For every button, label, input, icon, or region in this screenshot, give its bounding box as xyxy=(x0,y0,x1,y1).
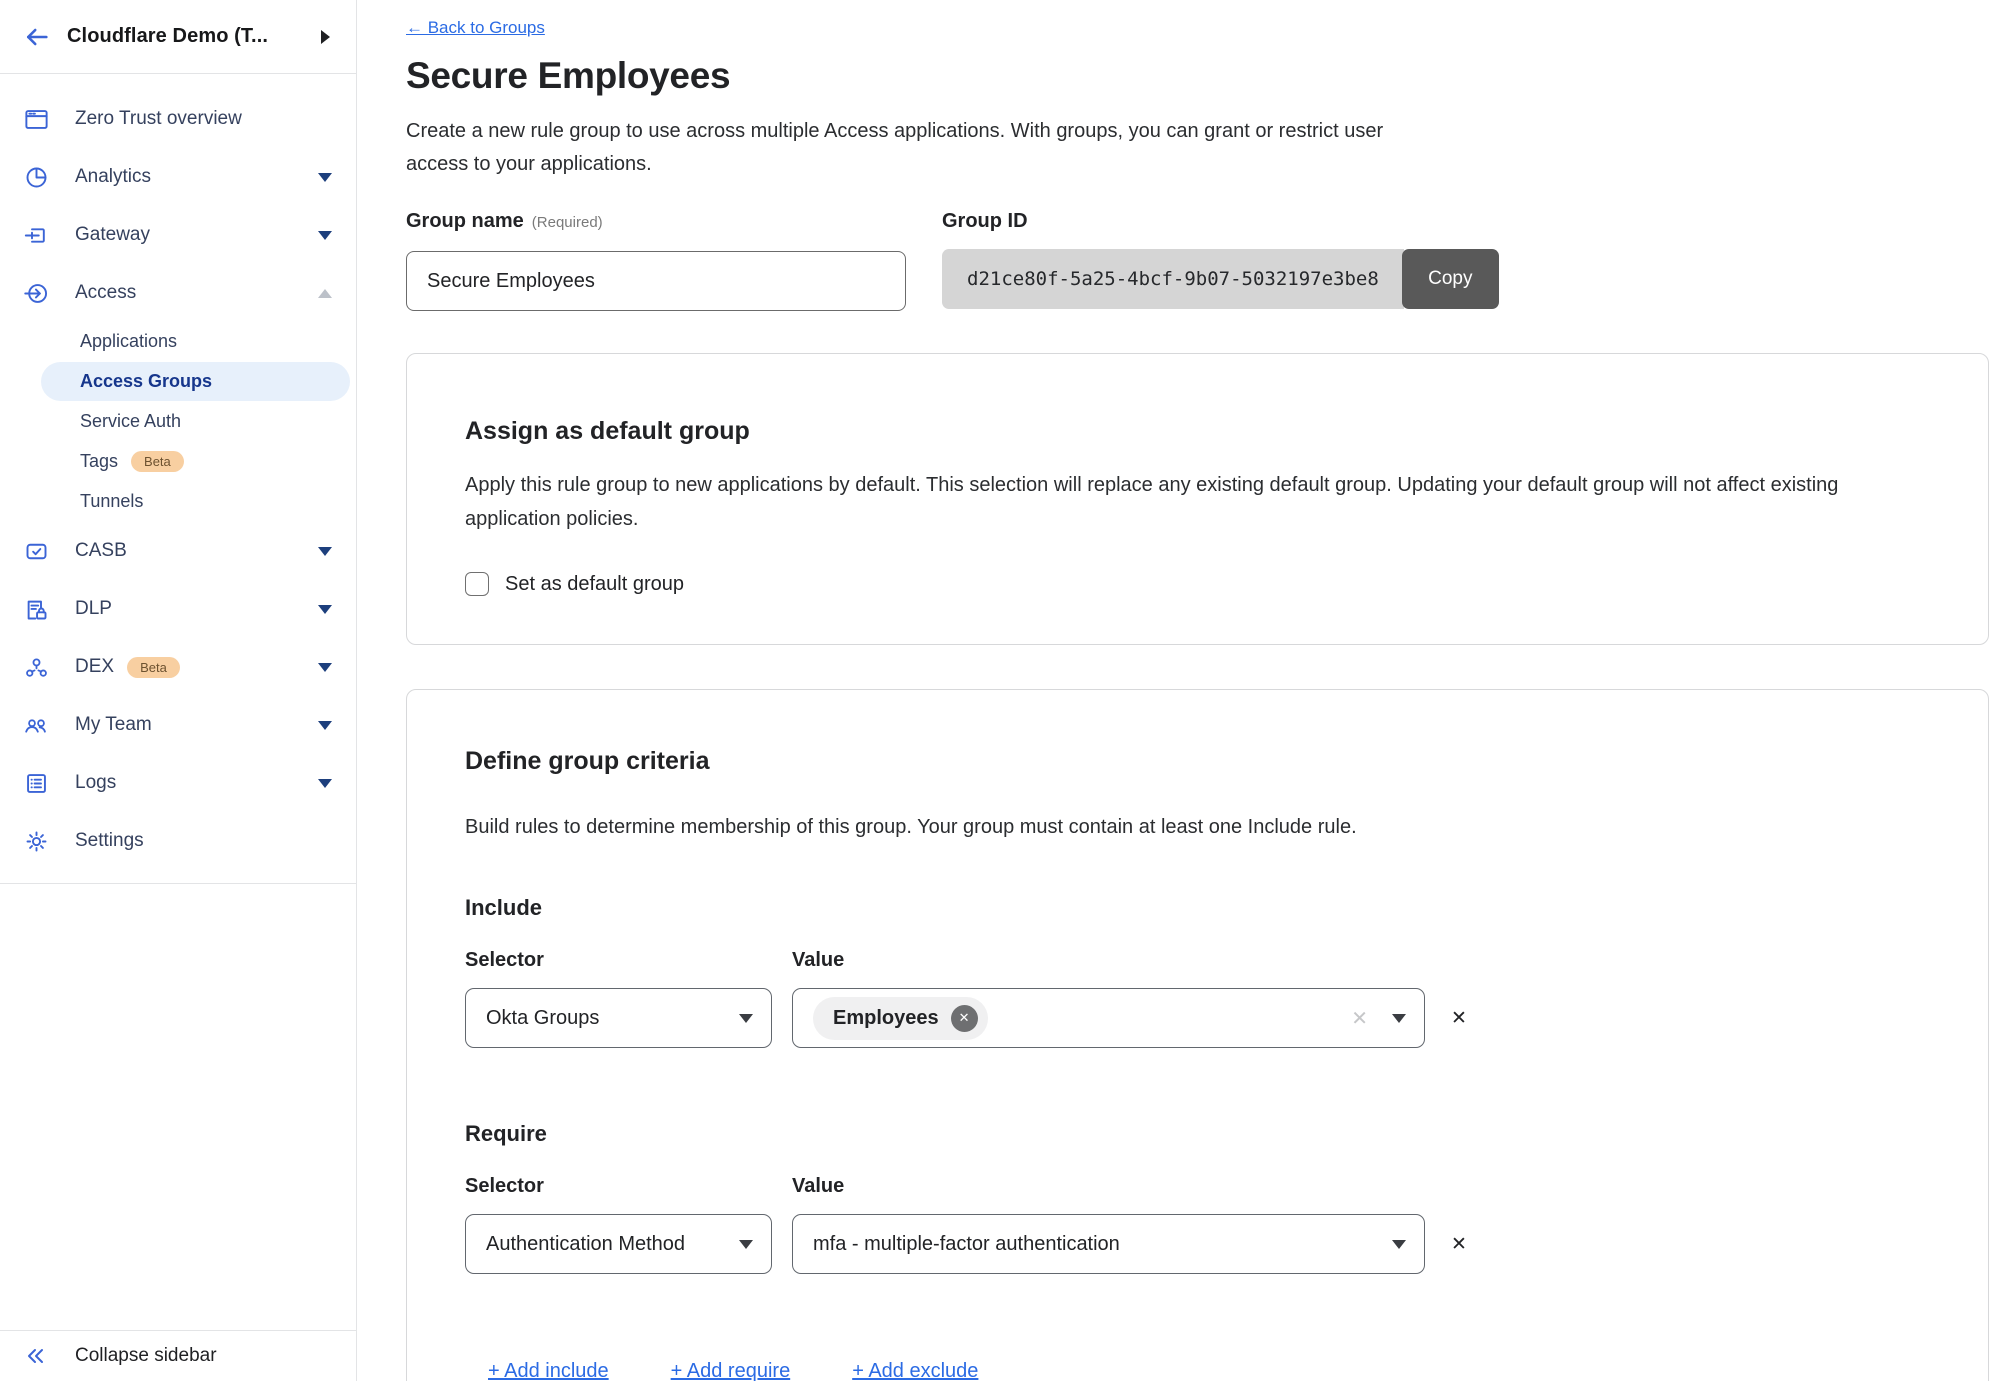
sidebar-nav xyxy=(0,74,356,884)
sidebar-divider xyxy=(0,883,356,884)
require-value: mfa - multiple-factor authentication xyxy=(813,1232,1120,1255)
chevron-down-icon xyxy=(739,1240,753,1249)
sidebar-item-dex[interactable] xyxy=(0,638,356,696)
include-selector-label: Selector xyxy=(465,949,544,971)
sidebar-header xyxy=(0,0,356,74)
account-title: Cloudflare Demo (T... xyxy=(67,25,269,47)
overview-icon xyxy=(23,106,50,133)
collapse-label: Collapse sidebar xyxy=(75,1345,217,1366)
group-name-input[interactable] xyxy=(406,251,906,311)
chevron-down-icon xyxy=(739,1014,753,1023)
gear-icon xyxy=(23,828,50,855)
dlp-icon xyxy=(23,596,50,623)
require-selector-label: Selector xyxy=(465,1175,544,1197)
sidebar-item-applications[interactable] xyxy=(41,322,350,361)
access-icon xyxy=(23,280,50,307)
collapse-sidebar-button[interactable] xyxy=(0,1330,356,1381)
chevron-down-icon xyxy=(318,605,332,614)
require-heading: Require xyxy=(465,1121,547,1146)
sidebar-item-casb[interactable] xyxy=(0,522,356,580)
sidebar-item-label: DLP xyxy=(75,598,112,619)
sidebar-item-logs[interactable] xyxy=(0,754,356,812)
group-id-value: d21ce80f-5a25-4bcf-9b07-5032197e3be8 xyxy=(942,249,1404,309)
chip-remove-icon[interactable]: ✕ xyxy=(951,1005,978,1032)
criteria-card-body: Build rules to determine membership of this group. Your group must contain at least one Include rule. xyxy=(465,816,1357,838)
set-default-checkbox[interactable] xyxy=(465,572,489,596)
require-value-dropdown[interactable] xyxy=(792,1214,1425,1274)
beta-badge: Beta xyxy=(131,451,184,472)
access-submenu xyxy=(0,322,356,521)
chevron-down-icon xyxy=(318,547,332,556)
set-default-label: Set as default group xyxy=(505,572,685,595)
sidebar-item-label: Applications xyxy=(80,331,178,351)
sidebar-item-label: Analytics xyxy=(75,166,152,187)
include-labels-row xyxy=(465,948,1930,972)
include-value-multiselect[interactable] xyxy=(792,988,1425,1048)
sidebar-item-label: My Team xyxy=(75,714,152,735)
remove-include-rule-icon[interactable]: ✕ xyxy=(1451,1007,1467,1029)
add-require-link[interactable]: + Add require xyxy=(670,1360,791,1381)
back-arrow-icon[interactable] xyxy=(22,22,52,52)
sidebar-item-settings[interactable] xyxy=(0,812,356,870)
sidebar-item-label: Tags xyxy=(80,451,119,471)
set-default-row xyxy=(465,572,1930,596)
page-title: Secure Employees xyxy=(406,55,731,96)
clear-values-icon[interactable]: ✕ xyxy=(1351,1007,1368,1030)
criteria-card xyxy=(406,689,1989,1381)
sidebar-item-my-team[interactable] xyxy=(0,696,356,754)
sidebar-item-dlp[interactable] xyxy=(0,580,356,638)
require-rule-row xyxy=(465,1214,1930,1274)
back-to-groups-link[interactable]: ← Back to Groups xyxy=(406,18,545,37)
chevron-down-icon xyxy=(318,173,332,182)
include-selector-dropdown[interactable] xyxy=(465,988,772,1048)
chevron-up-icon xyxy=(318,289,332,298)
require-value-label: Value xyxy=(792,1175,845,1197)
chevron-down-icon xyxy=(318,721,332,730)
casb-icon xyxy=(23,538,50,565)
dex-icon xyxy=(23,654,50,681)
sidebar-item-label: CASB xyxy=(75,540,127,561)
gateway-icon xyxy=(23,222,50,249)
include-value-label: Value xyxy=(792,949,845,971)
sidebar-item-label: DEX xyxy=(75,656,115,677)
sidebar-item-access-groups[interactable] xyxy=(41,362,350,401)
expand-account-icon[interactable] xyxy=(321,30,330,44)
group-id-label: Group ID xyxy=(942,210,1028,232)
include-selector-value: Okta Groups xyxy=(486,1006,600,1029)
add-include-link[interactable]: + Add include xyxy=(488,1360,609,1381)
sidebar-item-access[interactable] xyxy=(0,264,356,322)
default-group-card xyxy=(406,353,1989,645)
group-name-label: Group name (Required) xyxy=(406,210,603,232)
require-labels-row xyxy=(465,1174,1930,1198)
default-group-card-title: Assign as default group xyxy=(465,417,750,445)
sidebar-item-label: Access xyxy=(75,282,137,303)
sidebar-item-zero-trust-overview[interactable] xyxy=(0,90,356,148)
sidebar xyxy=(0,0,357,1381)
group-meta-row xyxy=(406,209,1989,311)
sidebar-item-tunnels[interactable] xyxy=(41,482,350,521)
chevron-down-icon xyxy=(318,663,332,672)
chevron-down-icon xyxy=(318,231,332,240)
group-id-field-group xyxy=(942,209,1499,311)
value-chip-label: Employees xyxy=(833,1006,939,1029)
sidebar-item-analytics[interactable] xyxy=(0,148,356,206)
sidebar-item-label: Access Groups xyxy=(80,371,213,391)
criteria-card-title: Define group criteria xyxy=(465,747,710,775)
sidebar-item-label: Service Auth xyxy=(80,411,182,431)
sidebar-item-label: Zero Trust overview xyxy=(75,108,242,129)
sidebar-item-label: Gateway xyxy=(75,224,150,245)
logs-icon xyxy=(23,770,50,797)
sidebar-item-label: Tunnels xyxy=(80,491,144,511)
required-hint: (Required) xyxy=(531,214,603,231)
include-rule-row xyxy=(465,988,1930,1048)
collapse-icon xyxy=(24,1344,48,1368)
copy-button[interactable]: Copy xyxy=(1402,249,1499,309)
sidebar-item-tags[interactable] xyxy=(41,442,350,481)
chevron-down-icon xyxy=(1392,1014,1406,1023)
sidebar-item-service-auth[interactable] xyxy=(41,402,350,441)
remove-require-rule-icon[interactable]: ✕ xyxy=(1451,1233,1467,1255)
sidebar-item-gateway[interactable] xyxy=(0,206,356,264)
page-description: Create a new rule group to use across multiple Access applications. With groups, you can grant or restrict user access to your applications. xyxy=(406,120,1384,175)
default-group-card-body: Apply this rule group to new applications by default. This selection will replace any existing default group. Updating your default group will not affect existing application policies. xyxy=(465,474,1839,530)
team-icon xyxy=(23,712,50,739)
analytics-icon xyxy=(23,164,50,191)
chevron-down-icon xyxy=(1392,1240,1406,1249)
sidebar-item-label: Settings xyxy=(75,830,144,851)
main-content xyxy=(357,0,1999,1381)
require-selector-value: Authentication Method xyxy=(486,1232,686,1255)
include-heading: Include xyxy=(465,895,543,920)
group-name-field-group xyxy=(406,209,906,311)
value-chip xyxy=(813,997,988,1040)
require-selector-dropdown[interactable] xyxy=(465,1214,772,1274)
add-rule-links xyxy=(488,1358,1930,1381)
sidebar-item-label: Logs xyxy=(75,772,117,793)
beta-badge: Beta xyxy=(127,657,180,678)
chevron-down-icon xyxy=(318,779,332,788)
add-exclude-link[interactable]: + Add exclude xyxy=(852,1360,979,1381)
